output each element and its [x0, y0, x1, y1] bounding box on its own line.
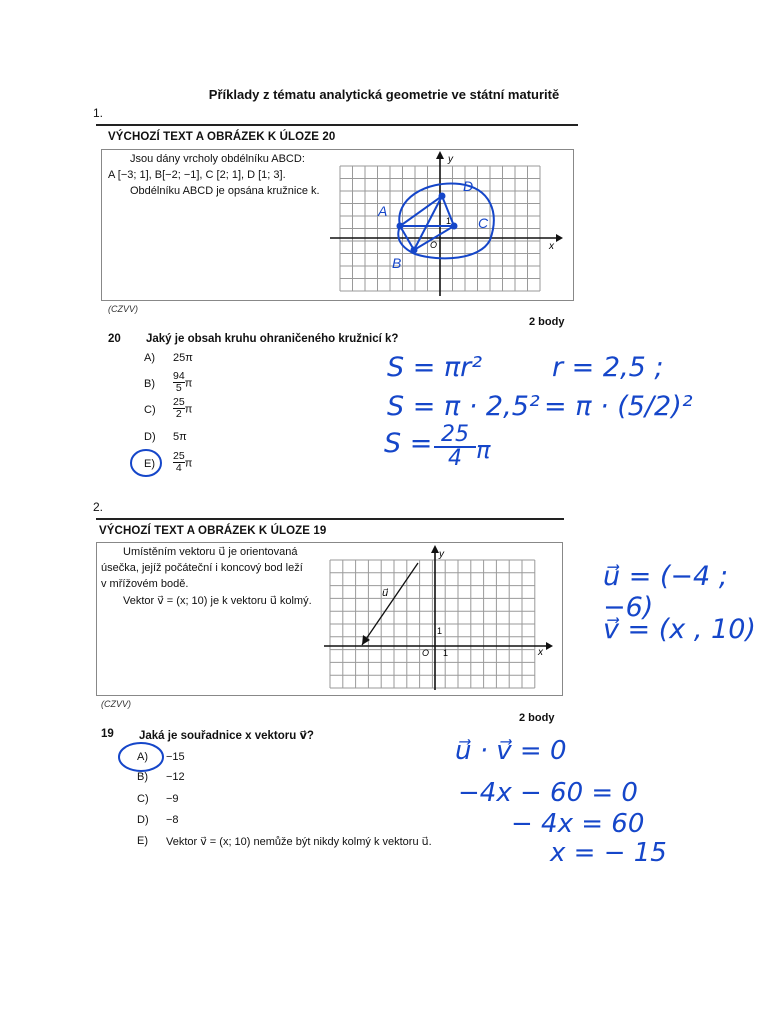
task1-point-C — [452, 224, 457, 229]
task1-option-E-pi: π — [184, 457, 193, 470]
task2-number: 2. — [93, 500, 104, 514]
task2-text-line1: Umístěním vektoru u⃗ je orientovaná — [123, 546, 298, 558]
task2-option-A-value: −15 — [166, 751, 185, 763]
task1-rule — [96, 124, 578, 126]
task1-origin-label: O — [430, 240, 438, 250]
task1-x-arrow-icon — [556, 234, 563, 242]
task2-points: 2 body — [519, 712, 555, 724]
task2-hand-v-vector: v⃗ = (x , 10) — [603, 614, 756, 645]
task2-coordinate-graph — [324, 544, 558, 692]
task2-option-D-value: −8 — [166, 814, 179, 826]
task1-option-C-pi: π — [184, 403, 193, 416]
task1-text-line2: A [−3; 1], B[−2; −1], C [2; 1], D [1; 3]. — [108, 169, 286, 181]
task2-source: (CZVV) — [101, 699, 131, 709]
task1-point-D — [440, 194, 445, 199]
task2-question: Jaká je souřadnice x vektoru v⃗? — [139, 730, 314, 742]
task1-option-D-letter: D) — [144, 431, 156, 443]
task1-option-C-value — [173, 397, 192, 420]
task2-option-E-value: Vektor v⃗ = (x; 10) nemůže být nikdy kolmý k vektoru u⃗. — [166, 836, 432, 848]
task1-option-E-denominator: 4 — [175, 462, 182, 474]
task1-question-number: 20 — [108, 333, 121, 345]
task1-option-C-denominator: 2 — [175, 408, 182, 420]
task2-hand-u-vector: u⃗ = (−4 ; −6) — [603, 561, 728, 623]
task1-number: 1. — [93, 106, 104, 120]
task1-points: 2 body — [529, 316, 565, 328]
task2-text-line2: úsečka, jejíž počáteční i koncový bod leží — [101, 562, 303, 574]
task1-label-A: A — [378, 203, 388, 219]
task1-hand-line1b: r = 2,5 ; — [552, 352, 664, 383]
task1-hand-numerator: 25 — [441, 422, 469, 447]
task2-option-B-letter: B) — [137, 771, 148, 783]
task1-hand-line3-pi: π — [476, 436, 491, 464]
task1-option-A-letter: A) — [144, 352, 155, 364]
task1-label-D: D — [463, 178, 474, 194]
task1-point-A — [398, 224, 403, 229]
task1-option-D-value: 5π — [173, 431, 187, 443]
task1-label-C: C — [478, 215, 489, 231]
task1-hand-line1a: S = πr² — [387, 352, 483, 383]
task2-grid — [330, 560, 535, 688]
task1-option-A-value: 25π — [173, 352, 193, 364]
task1-answer-circle — [128, 446, 164, 480]
task2-hand-dot-product: u⃗ · v⃗ = 0 — [455, 736, 567, 766]
task1-option-E-value — [173, 451, 192, 474]
task2-option-E-letter: E) — [137, 835, 148, 847]
task2-x-arrow-icon — [546, 642, 553, 650]
task2-text-line3: v mřížovém bodě. — [101, 578, 189, 590]
task1-point-B — [412, 248, 417, 253]
task2-hand-eq1: −4x − 60 = 0 — [458, 778, 638, 808]
task2-y-label: y — [439, 549, 444, 560]
task2-unit-label: 1 — [437, 626, 443, 636]
task2-y-arrow-icon — [431, 545, 439, 553]
task2-x-label: x — [538, 647, 543, 658]
task2-header: VÝCHOZÍ TEXT A OBRÁZEK K ÚLOZE 19 — [99, 525, 327, 537]
task1-hand-line3-fraction — [434, 424, 476, 470]
task1-unit-label: 1 — [446, 216, 452, 226]
task1-text-line3: Obdélníku ABCD je opsána kružnice k. — [130, 185, 320, 197]
task1-option-B-letter: B) — [144, 378, 155, 390]
task1-text-line1: Jsou dány vrcholy obdélníku ABCD: — [130, 153, 305, 165]
task2-origin-label: O — [422, 648, 430, 658]
task1-option-B-pi: π — [184, 377, 193, 390]
task1-hand-line3-prefix: S = — [384, 428, 433, 459]
task1-label-B: B — [392, 255, 402, 271]
task2-hand-eq3: x = − 15 — [550, 838, 667, 868]
task1-option-B-denominator: 5 — [175, 382, 182, 394]
task1-option-C-numerator: 25 — [173, 396, 185, 408]
task1-hand-denominator: 4 — [448, 446, 462, 471]
task2-vector-label: u⃗ — [382, 588, 389, 599]
task1-hand-line2a: S = π · 2,5² — [387, 391, 540, 422]
task1-x-label: x — [549, 241, 554, 252]
task1-option-E-numerator: 25 — [173, 450, 185, 462]
task2-answer-circle — [116, 740, 166, 774]
task2-rule — [96, 518, 564, 520]
task2-option-A-letter: A) — [137, 751, 148, 763]
task2-option-D-letter: D) — [137, 814, 149, 826]
task2-text-line4: Vektor v⃗ = (x; 10) je k vektoru u⃗ kolmý. — [123, 595, 312, 607]
task1-question: Jaký je obsah kruhu ohraničeného kružnicí k? — [146, 333, 399, 345]
task1-coordinate-graph — [330, 150, 566, 298]
task1-y-label: y — [448, 154, 453, 165]
task2-vector-u — [362, 563, 418, 645]
task1-option-B-value — [173, 371, 192, 394]
document-title: Příklady z tématu analytická geometrie ve státní maturitě — [208, 87, 560, 102]
task2-hand-eq2: − 4x = 60 — [511, 809, 645, 839]
task1-source: (CZVV) — [108, 304, 138, 314]
task1-header: VÝCHOZÍ TEXT A OBRÁZEK K ÚLOZE 20 — [108, 131, 336, 143]
task2-question-number: 19 — [101, 728, 114, 740]
task2-option-B-value: −12 — [166, 771, 185, 783]
task2-unit-label-x: 1 — [443, 648, 449, 658]
task1-hand-line2b: = π · (5/2)² — [544, 391, 693, 422]
task1-option-C-letter: C) — [144, 404, 156, 416]
task1-option-B-numerator: 94 — [173, 370, 185, 382]
task2-option-C-letter: C) — [137, 793, 149, 805]
task2-option-C-value: −9 — [166, 793, 179, 805]
task1-y-arrow-icon — [436, 151, 444, 159]
task1-option-E-letter: E) — [144, 458, 155, 470]
